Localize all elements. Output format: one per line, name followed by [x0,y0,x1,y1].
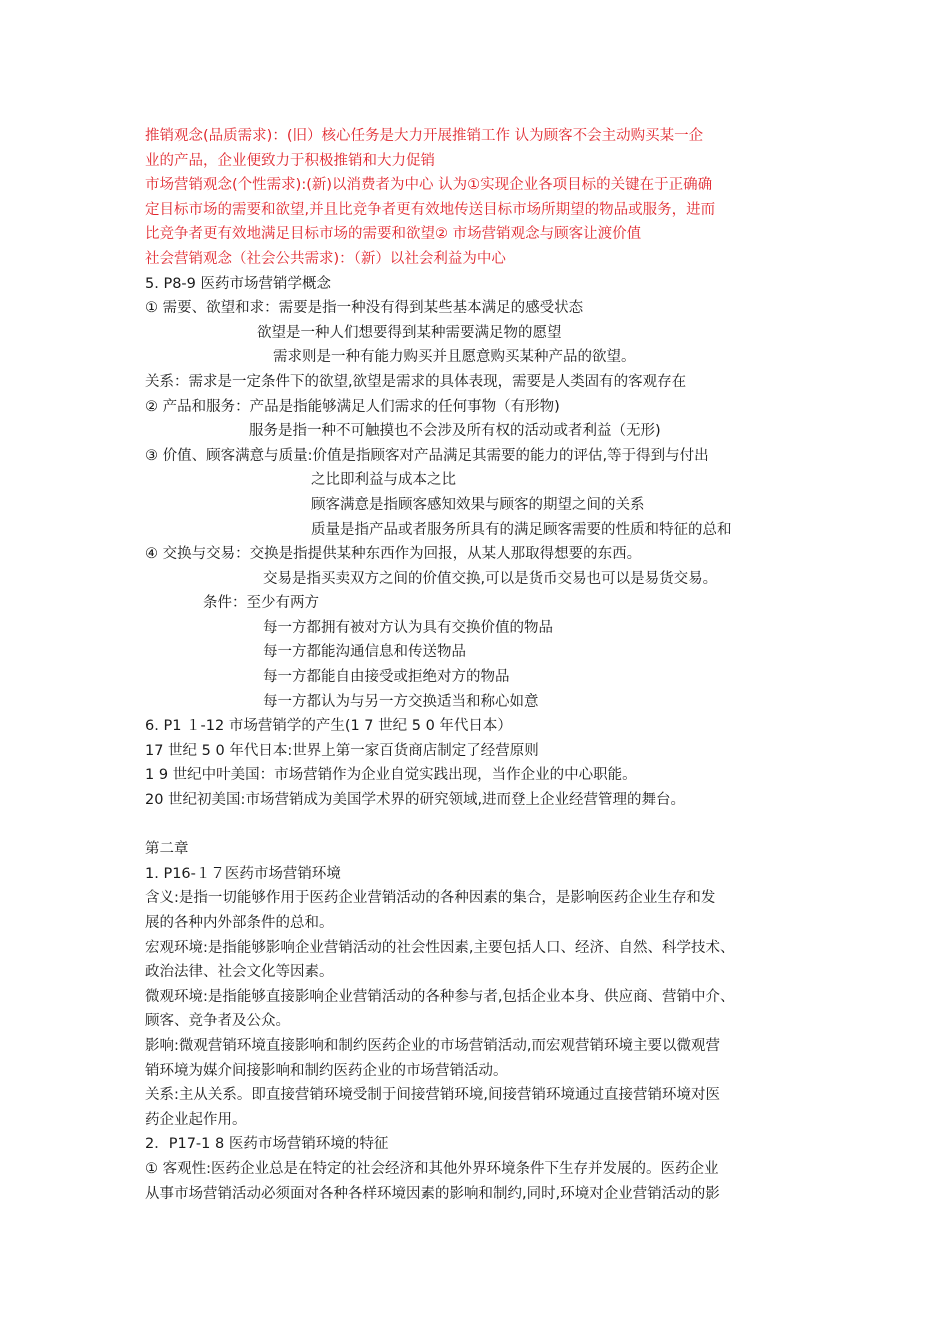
paragraph-line: ① 需要、欲望和求：需要是指一种没有得到某些基本满足的感受状态 [145,300,584,317]
paragraph-line: 17 世纪 5 0 年代日本:世界上第一家百货商店制定了经营原则 [145,742,539,759]
paragraph-line: 业的产品，企业便致力于积极推销和大力促销 [145,152,435,169]
paragraph-line: 1 9 世纪中叶美国：市场营销作为企业自觉实践出现，当作企业的中心职能。 [145,767,637,784]
paragraph-line: 欲望是一种人们想要得到某种需要满足物的愿望 [257,324,562,341]
paragraph-line: 每一方都拥有被对方认为具有交换价值的物品 [263,619,553,636]
paragraph-line: 每一方都能自由接受或拒绝对方的物品 [263,669,510,686]
paragraph-line: 每一方都认为与另一方交换适当和称心如意 [263,693,539,710]
section-heading: 5. P8-9 医药市场营销学概念 [145,275,331,292]
paragraph-line: 之比即利益与成本之比 [311,472,456,489]
section-heading: 6. P1 １-12 市场营销学的产生(1 7 世纪 5 0 年代日本） [145,718,512,735]
document-body [145,124,817,1206]
paragraph-line: 推销观念(品质需求)：(旧）核心任务是大力开展推销工作 认为顾客不会主动购买某一企 [145,128,704,144]
paragraph-line: 需求则是一种有能力购买并且愿意购买某种产品的欲望。 [273,349,636,366]
paragraph-line: 销环境为媒介间接影响和制约医药企业的市场营销活动。 [145,1062,508,1079]
paragraph-line: ③ 价值、顾客满意与质量:价值是指顾客对产品满足其需要的能力的评估,等于得到与付出 [145,447,709,464]
paragraph-line: 政治法律、社会文化等因素。 [145,964,334,981]
paragraph-line: 定目标市场的需要和欲望,并且比竞争者更有效地传送目标市场所期望的物品或服务，进而 [145,201,716,218]
paragraph-line: 质量是指产品或者服务所具有的满足顾客需要的性质和特征的总和 [311,521,732,538]
chapter-heading: 第二章 [145,841,189,858]
paragraph-line: 20 世纪初美国:市场营销成为美国学术界的研究领域,进而登上企业经营管理的舞台。 [145,792,686,809]
paragraph-line: 微观环境:是指能够直接影响企业营销活动的各种参与者,包括企业本身、供应商、营销中介、 [145,988,735,1005]
section-heading: 1. P16-１７医药市场营销环境 [145,865,341,882]
paragraph-line: 顾客、竞争者及公众。 [145,1013,290,1030]
paragraph-line: 关系:主从关系。即直接营销环境受制于间接营销环境,间接营销环境通过直接营销环境对医 [145,1087,720,1104]
paragraph-line: 影响:微观营销环境直接影响和制约医药企业的市场营销活动,而宏观营销环境主要以微观营 [145,1037,720,1054]
paragraph-line: 社会营销观念（社会公共需求)：（新）以社会利益为中心 [145,250,506,267]
paragraph-line: 比竞争者更有效地满足目标市场的需要和欲望② 市场营销观念与顾客让渡价值 [145,226,642,243]
paragraph-line: ① 客观性:医药企业总是在特定的社会经济和其他外界环境条件下生存并发展的。医药企业 [145,1160,719,1177]
paragraph-line: 从事市场营销活动必须面对各种各样环境因素的影响和制约,同时,环境对企业营销活动的影 [145,1185,720,1202]
paragraph-line: 交易是指买卖双方之间的价值交换,可以是货币交易也可以是易货交易。 [263,570,718,587]
paragraph-line: 服务是指一种不可触摸也不会涉及所有权的活动或者利益（无形) [249,423,661,440]
paragraph-line: 药企业起作用。 [145,1111,247,1128]
paragraph-line: 条件：至少有两方 [203,595,319,612]
paragraph-line: 宏观环境:是指能够影响企业营销活动的社会性因素,主要包括人口、经济、自然、科学技术、 [145,939,735,956]
blank-line [145,813,817,838]
section-heading: 2．P17-1 8 医药市场营销环境的特征 [145,1136,389,1153]
paragraph-line: 每一方都能沟通信息和传送物品 [263,644,466,661]
paragraph-line: ④ 交换与交易：交换是指提供某种东西作为回报，从某人那取得想要的东西。 [145,546,642,563]
paragraph-line: 关系：需求是一定条件下的欲望,欲望是需求的具体表现，需要是人类固有的客观存在 [145,373,687,390]
paragraph-line: 顾客满意是指顾客感知效果与顾客的期望之间的关系 [311,496,645,513]
paragraph-line: 市场营销观念(个性需求):(新)以消费者为中心 认为①实现企业各项目标的关键在于正确确 [145,177,713,194]
paragraph-line: 含义:是指一切能够作用于医药企业营销活动的各种因素的集合，是影响医药企业生存和发 [145,890,716,907]
paragraph-line: ② 产品和服务：产品是指能够满足人们需求的任何事物（有形物) [145,398,560,415]
paragraph-line: 展的各种内外部条件的总和。 [145,915,334,931]
